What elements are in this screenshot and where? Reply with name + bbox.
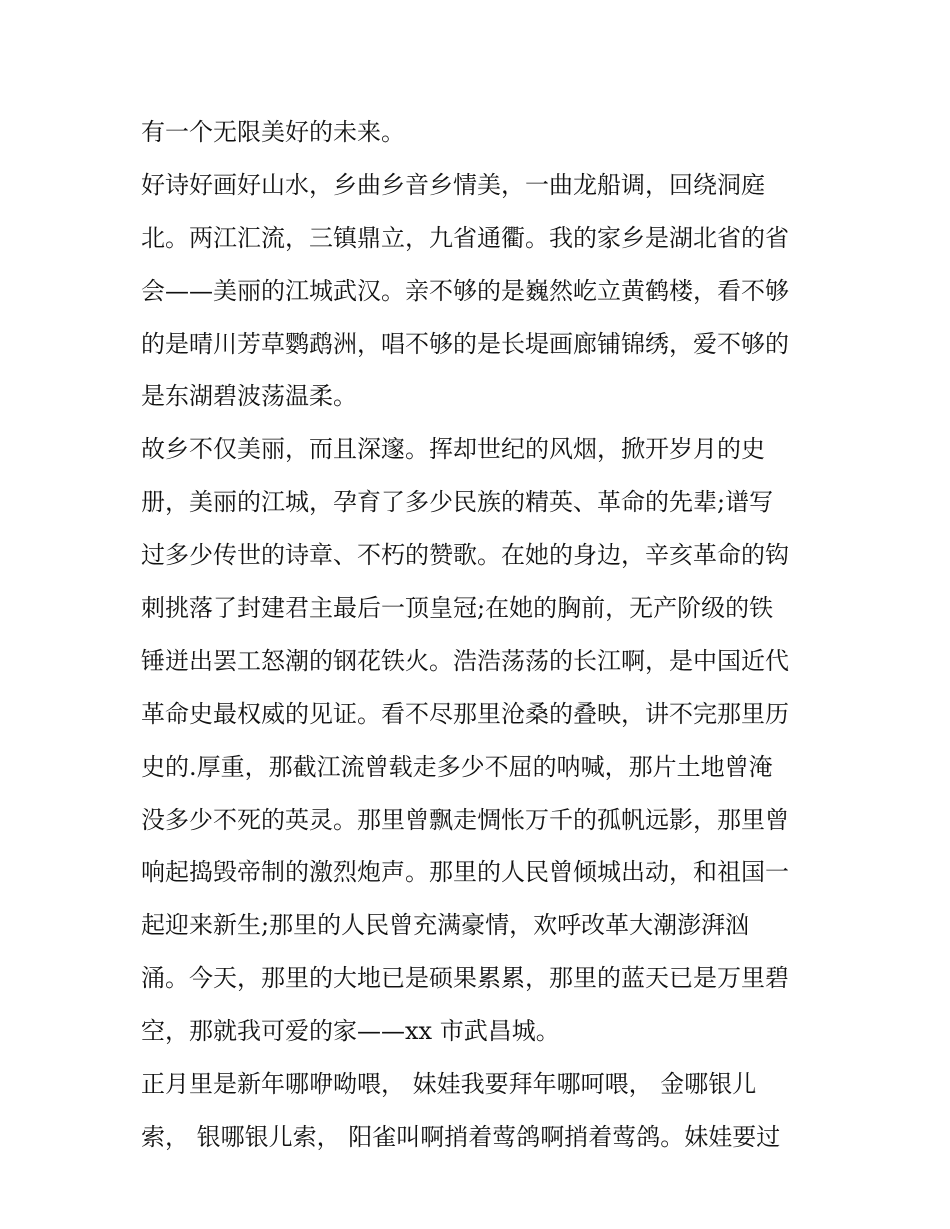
- text-line: 响起捣毁帝制的激烈炮声。那里的人民曾倾城出动，和祖国一: [141, 858, 789, 887]
- text-line: 没多少不死的英灵。那里曾飘走惆怅万千的孤帆远影，那里曾: [141, 805, 789, 834]
- body-text: [141, 106, 821, 1164]
- text-line: 索， 银哪银儿索， 阳雀叫啊捎着莺鸽啊捎着莺鸽。妹娃要过: [141, 1122, 781, 1151]
- text-line: 北。两江汇流，三镇鼎立，九省通衢。我的家乡是湖北省的省: [141, 223, 789, 252]
- text-line: 刺挑落了封建君主最后一顶皇冠;在她的胸前，无产阶级的铁: [141, 594, 774, 623]
- text-line: 的是晴川芳草鹦鹉洲，唱不够的是长堤画廊铺锦绣，爱不够的: [141, 329, 789, 358]
- text-line: 册，美丽的江城，孕育了多少民族的精英、革命的先辈;谱写: [141, 488, 774, 517]
- text-line: 会——美丽的江城武汉。亲不够的是巍然屹立黄鹤楼，看不够: [141, 276, 789, 305]
- text-line: 革命史最权威的见证。看不尽那里沧桑的叠映，讲不完那里历: [141, 699, 789, 728]
- text-line: 涌。今天，那里的大地已是硕果累累，那里的蓝天已是万里碧: [141, 964, 789, 993]
- text-line: 好诗好画好山水，乡曲乡音乡情美，一曲龙船调，回绕洞庭: [141, 170, 765, 199]
- text-line: 史的.厚重，那截江流曾载走多少不屈的呐喊，那片土地曾淹: [141, 752, 773, 781]
- text-line: 空，那就我可爱的家——xx 市武昌城。: [141, 1017, 560, 1046]
- text-line: 是东湖碧波荡温柔。: [141, 382, 357, 411]
- text-line: 锤迸出罢工怒潮的钢花铁火。浩浩荡荡的长江啊，是中国近代: [141, 646, 789, 675]
- text-line: 正月里是新年哪咿呦喂， 妹娃我要拜年哪呵喂， 金哪银儿: [141, 1070, 757, 1099]
- text-line: 有一个无限美好的未来。: [141, 118, 405, 146]
- text-line: 故乡不仅美丽，而且深邃。挥却世纪的风烟，掀开岁月的史: [141, 435, 765, 464]
- text-line: 起迎来新生;那里的人民曾充满豪情，欢呼改革大潮澎湃汹: [141, 911, 750, 940]
- text-line: 过多少传世的诗章、不朽的赞歌。在她的身边，辛亥革命的钩: [141, 541, 789, 570]
